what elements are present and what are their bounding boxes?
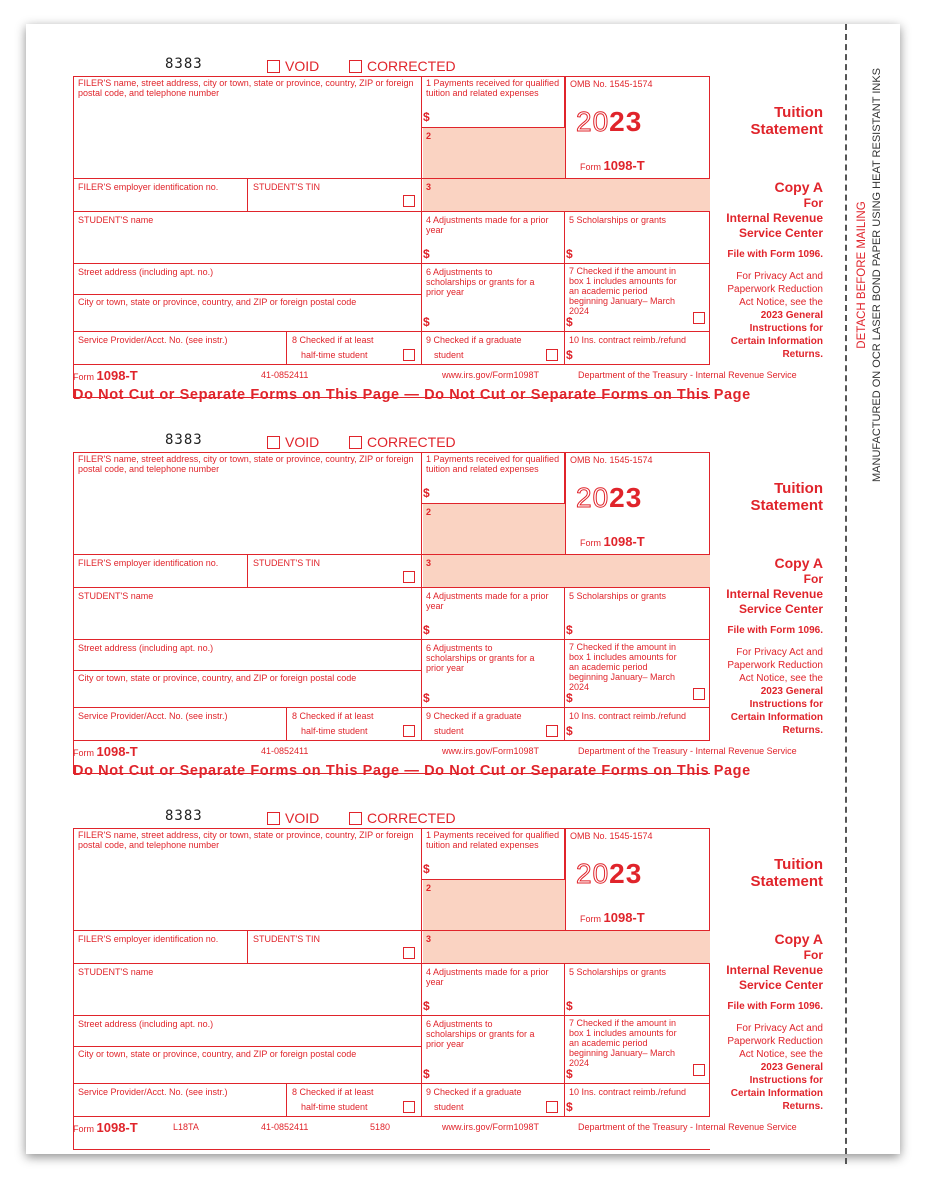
dollar-sign: $: [566, 315, 573, 329]
void-option[interactable]: [267, 434, 319, 450]
filer-name-field[interactable]: [73, 828, 422, 930]
box2-label: 2: [426, 507, 432, 517]
box1-payments[interactable]: [422, 452, 565, 504]
file-with-notice: File with Form 1096.: [727, 1001, 823, 1012]
tin-checkbox[interactable]: [403, 571, 415, 583]
file-with-notice: File with Form 1096.: [727, 625, 823, 636]
side-margin-text: [855, 40, 891, 510]
dollar-sign: $: [566, 1100, 573, 1114]
box9-label: 9 Checked if a graduate: [426, 1087, 522, 1097]
filer-ein-label: FILER'S employer identification no.: [78, 182, 219, 192]
box2-label: 2: [426, 131, 432, 141]
service-provider-field[interactable]: [73, 331, 287, 364]
box3-shaded: [423, 555, 710, 587]
box9-graduate[interactable]: [422, 331, 565, 364]
title-line2: Statement: [750, 121, 823, 138]
box4-label: 4 Adjustments made for a prior year: [426, 591, 549, 611]
tin-checkbox[interactable]: [403, 195, 415, 207]
privacy-line: Returns.: [782, 1101, 823, 1112]
form-header: [73, 432, 823, 450]
perforation-line: [845, 24, 847, 1164]
box1-label: 1 Payments received for qualified tuition and related expenses: [426, 830, 560, 850]
student-tin-field[interactable]: [248, 554, 422, 587]
box9-checkbox[interactable]: [546, 349, 558, 361]
footer-form: [73, 368, 138, 383]
city-field[interactable]: [73, 671, 422, 707]
void-label: VOID: [285, 810, 320, 826]
copy-for: For: [803, 948, 823, 962]
box9-label: 9 Checked if a graduate: [426, 335, 522, 345]
footer-url[interactable]: www.irs.gov/Form1098T: [442, 1122, 540, 1132]
privacy-notice: [726, 646, 823, 737]
year-prefix: 20: [576, 482, 610, 513]
file-with-notice: File with Form 1096.: [727, 249, 823, 260]
box5-scholarships[interactable]: [565, 587, 710, 639]
divider: [73, 1116, 710, 1117]
box9-label: 9 Checked if a graduate: [426, 711, 522, 721]
box7-checked[interactable]: [565, 639, 710, 707]
service-label: Service Provider/Acct. No. (see instr.): [78, 711, 228, 721]
privacy-line: Returns.: [782, 725, 823, 736]
box8-label2: half-time student: [301, 350, 368, 360]
footer-dept: Department of the Treasury - Internal Revenue Service: [578, 370, 797, 380]
privacy-line: Paperwork Reduction: [727, 284, 823, 295]
filer-ein-field[interactable]: [73, 554, 248, 587]
corrected-label: CORRECTED: [367, 434, 456, 450]
omb-year-box: [566, 828, 710, 930]
footer-cat: 5180: [370, 1122, 391, 1132]
box3-label: 3: [426, 934, 432, 944]
dollar-sign: $: [566, 348, 573, 362]
copy-label: Copy A: [774, 931, 823, 947]
box7-checkbox[interactable]: [693, 312, 705, 324]
box5-label: 5 Scholarships or grants: [569, 967, 667, 977]
copy-irs1: Internal Revenue: [726, 963, 823, 977]
box10-refund[interactable]: [565, 707, 710, 740]
filer-name-field[interactable]: [73, 452, 422, 554]
footer-form-number: 1098-T: [96, 744, 138, 759]
service-label: Service Provider/Acct. No. (see instr.): [78, 1087, 228, 1097]
box4-label: 4 Adjustments made for a prior year: [426, 967, 549, 987]
city-label: City or town, state or province, country, and ZIP or foreign postal code: [78, 297, 357, 307]
form-1098t: [73, 808, 823, 1168]
filer-ein-field[interactable]: [73, 930, 248, 963]
form-title: [750, 104, 823, 138]
year-suffix: 23: [609, 858, 643, 889]
privacy-line: Act Notice, see the: [739, 673, 823, 684]
form-1098t: [73, 432, 823, 792]
year-prefix: 20: [576, 106, 610, 137]
box3-label: 3: [426, 182, 432, 192]
void-label: VOID: [285, 58, 320, 74]
box2-shaded: [423, 880, 565, 930]
copy-for: For: [803, 196, 823, 210]
box9-graduate[interactable]: [422, 707, 565, 740]
omb-year-box: [566, 452, 710, 554]
street-address-field[interactable]: [73, 263, 422, 295]
dollar-sign: $: [566, 247, 573, 261]
footer-ein: 41-0852411: [261, 370, 309, 380]
omb-number: OMB No. 1545-1574: [570, 455, 653, 465]
box3-shaded: [423, 931, 710, 963]
privacy-line: Certain Information: [730, 336, 823, 347]
privacy-line: For Privacy Act and: [736, 647, 823, 658]
privacy-line: For Privacy Act and: [736, 271, 823, 282]
student-name-label: STUDENT'S name: [78, 967, 154, 977]
privacy-line: 2023 General: [760, 1062, 823, 1073]
box1-label: 1 Payments received for qualified tuition and related expenses: [426, 454, 560, 474]
dollar-sign: $: [423, 315, 430, 329]
copy-irs2: Service Center: [738, 602, 823, 616]
box4-label: 4 Adjustments made for a prior year: [426, 215, 549, 235]
student-name-field[interactable]: [73, 587, 422, 639]
box8-label2: half-time student: [301, 726, 368, 736]
void-option[interactable]: [267, 810, 319, 826]
dollar-sign: $: [423, 486, 430, 500]
void-checkbox[interactable]: [267, 60, 280, 73]
dollar-sign: $: [566, 999, 573, 1013]
omb-number: OMB No. 1545-1574: [570, 79, 653, 89]
box8-label2: half-time student: [301, 1102, 368, 1112]
box6-adjustments[interactable]: [422, 1015, 565, 1083]
box9-label2: student: [434, 1102, 464, 1112]
title-line1: Tuition: [774, 856, 823, 873]
service-provider-field[interactable]: [73, 707, 287, 740]
dollar-sign: $: [566, 691, 573, 705]
footer-form: [73, 744, 138, 759]
box1-payments[interactable]: [422, 76, 565, 128]
box7-checkbox[interactable]: [693, 688, 705, 700]
footer-form-number: 1098-T: [96, 1120, 138, 1135]
form-number: 1098-T: [603, 910, 645, 925]
dollar-sign: $: [566, 1067, 573, 1081]
box4-adjustments[interactable]: [422, 963, 565, 1015]
form-1098t: [73, 56, 823, 416]
title-line1: Tuition: [774, 480, 823, 497]
dollar-sign: $: [566, 623, 573, 637]
void-checkbox[interactable]: [267, 812, 280, 825]
corrected-checkbox[interactable]: [349, 436, 362, 449]
box6-adjustments[interactable]: [422, 263, 565, 331]
box10-refund[interactable]: [565, 331, 710, 364]
box2-shaded: [423, 128, 565, 178]
street-label: Street address (including apt. no.): [78, 267, 214, 277]
street-label: Street address (including apt. no.): [78, 643, 214, 653]
service-provider-field[interactable]: [73, 1083, 287, 1116]
form-footer: [73, 370, 823, 384]
form-header: [73, 56, 823, 74]
box9-checkbox[interactable]: [546, 1101, 558, 1113]
privacy-line: Certain Information: [730, 1088, 823, 1099]
privacy-line: Returns.: [782, 349, 823, 360]
filer-name-label: FILER'S name, street address, city or town, state or province, country, ZIP or foreign postal code, and telephone number: [78, 78, 414, 98]
student-name-field[interactable]: [73, 211, 422, 263]
corrected-checkbox[interactable]: [349, 60, 362, 73]
filer-name-label: FILER'S name, street address, city or town, state or province, country, ZIP or foreign postal code, and telephone number: [78, 830, 414, 850]
footer-url[interactable]: www.irs.gov/Form1098T: [442, 746, 540, 756]
corrected-label: CORRECTED: [367, 58, 456, 74]
privacy-line: Act Notice, see the: [739, 1049, 823, 1060]
privacy-line: 2023 General: [760, 310, 823, 321]
footer-form: [73, 1120, 138, 1135]
form-footer: [73, 1122, 823, 1136]
do-not-cut-warning: Do Not Cut or Separate Forms on This Page — Do Not Cut or Separate Forms on This Page: [73, 763, 751, 779]
student-tin-label: STUDENT'S TIN: [253, 934, 321, 944]
box8-label: 8 Checked if at least: [292, 1087, 374, 1097]
box8-checkbox[interactable]: [403, 725, 415, 737]
form-number: 1098-T: [603, 158, 645, 173]
year-suffix: 23: [609, 106, 643, 137]
year-suffix: 23: [609, 482, 643, 513]
privacy-line: Instructions for: [749, 1075, 823, 1086]
box9-label2: student: [434, 350, 464, 360]
corrected-checkbox[interactable]: [349, 812, 362, 825]
box8-checkbox[interactable]: [403, 1101, 415, 1113]
footer-form-word: Form: [73, 1124, 94, 1134]
city-field[interactable]: [73, 1047, 422, 1083]
privacy-line: Instructions for: [749, 699, 823, 710]
city-field[interactable]: [73, 295, 422, 331]
form-title: [750, 480, 823, 514]
privacy-line: 2023 General: [760, 686, 823, 697]
footer-url[interactable]: www.irs.gov/Form1098T: [442, 370, 540, 380]
divider: [73, 364, 710, 365]
box4-adjustments[interactable]: [422, 587, 565, 639]
box8-label: 8 Checked if at least: [292, 335, 374, 345]
divider: [73, 740, 710, 741]
copy-a-notice: [726, 554, 823, 737]
void-option[interactable]: [267, 58, 319, 74]
tax-year: [576, 106, 642, 138]
form-code: 8383: [165, 808, 203, 824]
form-code: 8383: [165, 432, 203, 448]
city-label: City or town, state or province, country, and ZIP or foreign postal code: [78, 673, 357, 683]
filer-ein-label: FILER'S employer identification no.: [78, 558, 219, 568]
dollar-sign: $: [423, 862, 430, 876]
form-name: [580, 534, 645, 549]
box9-checkbox[interactable]: [546, 725, 558, 737]
footer-form-number: 1098-T: [96, 368, 138, 383]
footer-ein: 41-0852411: [261, 1122, 309, 1132]
box7-label: 7 Checked if the amount in box 1 includes amounts for an academic period beginning January– March 2024: [569, 1018, 677, 1068]
filer-ein-label: FILER'S employer identification no.: [78, 934, 219, 944]
corrected-option[interactable]: [349, 434, 456, 450]
privacy-notice: [726, 270, 823, 361]
student-tin-field[interactable]: [248, 178, 422, 211]
box7-label: 7 Checked if the amount in box 1 includes amounts for an academic period beginning January– March 2024: [569, 642, 677, 692]
box3-label: 3: [426, 558, 432, 568]
form-title: [750, 856, 823, 890]
footer-code: L18TA: [173, 1122, 199, 1132]
form-footer: [73, 746, 823, 760]
box10-label: 10 Ins. contract reimb./refund: [569, 1087, 687, 1097]
dollar-sign: $: [566, 724, 573, 738]
box5-label: 5 Scholarships or grants: [569, 591, 667, 601]
tax-year: [576, 858, 642, 890]
footer-dept: Department of the Treasury - Internal Revenue Service: [578, 1122, 797, 1132]
omb-year-box: [566, 76, 710, 178]
paper-notice: MANUFACTURED ON OCR LASER BOND PAPER USING HEAT RESISTANT INKS: [871, 68, 883, 482]
box8-halftime[interactable]: [287, 1083, 422, 1116]
dollar-sign: $: [423, 691, 430, 705]
box9-label2: student: [434, 726, 464, 736]
privacy-line: For Privacy Act and: [736, 1023, 823, 1034]
street-label: Street address (including apt. no.): [78, 1019, 214, 1029]
box6-label: 6 Adjustments to scholarships or grants for a prior year: [426, 643, 535, 673]
copy-irs1: Internal Revenue: [726, 211, 823, 225]
footer-form-word: Form: [73, 372, 94, 382]
form-number: 1098-T: [603, 534, 645, 549]
copy-a-notice: [726, 930, 823, 1113]
form-header: [73, 808, 823, 826]
title-line1: Tuition: [774, 104, 823, 121]
form-word: Form: [580, 162, 601, 172]
form-word: Form: [580, 538, 601, 548]
title-line2: Statement: [750, 497, 823, 514]
box3-shaded: [423, 179, 710, 211]
street-address-field[interactable]: [73, 639, 422, 671]
form-name: [580, 910, 645, 925]
form-name: [580, 158, 645, 173]
footer-dept: Department of the Treasury - Internal Revenue Service: [578, 746, 797, 756]
privacy-line: Paperwork Reduction: [727, 1036, 823, 1047]
box2-label: 2: [426, 883, 432, 893]
copy-label: Copy A: [774, 179, 823, 195]
year-prefix: 20: [576, 858, 610, 889]
box7-checked[interactable]: [565, 263, 710, 331]
corrected-option[interactable]: [349, 810, 456, 826]
student-tin-field[interactable]: [248, 930, 422, 963]
void-checkbox[interactable]: [267, 436, 280, 449]
box8-checkbox[interactable]: [403, 349, 415, 361]
box10-label: 10 Ins. contract reimb./refund: [569, 335, 687, 345]
student-tin-label: STUDENT'S TIN: [253, 558, 321, 568]
box8-halftime[interactable]: [287, 707, 422, 740]
box7-label: 7 Checked if the amount in box 1 includes amounts for an academic period beginning January– March 2024: [569, 266, 677, 316]
copy-irs2: Service Center: [738, 226, 823, 240]
box2-shaded: [423, 504, 565, 554]
street-address-field[interactable]: [73, 1015, 422, 1047]
footer-ein: 41-0852411: [261, 746, 309, 756]
student-tin-label: STUDENT'S TIN: [253, 182, 321, 192]
privacy-line: Certain Information: [730, 712, 823, 723]
box4-adjustments[interactable]: [422, 211, 565, 263]
filer-ein-field[interactable]: [73, 178, 248, 211]
copy-irs2: Service Center: [738, 978, 823, 992]
box7-checkbox[interactable]: [693, 1064, 705, 1076]
filer-name-label: FILER'S name, street address, city or town, state or province, country, ZIP or foreign postal code, and telephone number: [78, 454, 414, 474]
form-code: 8383: [165, 56, 203, 72]
box6-adjustments[interactable]: [422, 639, 565, 707]
filer-name-field[interactable]: [73, 76, 422, 178]
void-label: VOID: [285, 434, 320, 450]
footer-form-word: Form: [73, 748, 94, 758]
copy-a-notice: [726, 178, 823, 361]
dollar-sign: $: [423, 1067, 430, 1081]
omb-number: OMB No. 1545-1574: [570, 831, 653, 841]
do-not-cut-warning: Do Not Cut or Separate Forms on This Page — Do Not Cut or Separate Forms on This Page: [73, 387, 751, 403]
box7-checked[interactable]: [565, 1015, 710, 1083]
student-name-field[interactable]: [73, 963, 422, 1015]
box9-graduate[interactable]: [422, 1083, 565, 1116]
box6-label: 6 Adjustments to scholarships or grants for a prior year: [426, 267, 535, 297]
box6-label: 6 Adjustments to scholarships or grants for a prior year: [426, 1019, 535, 1049]
copy-for: For: [803, 572, 823, 586]
privacy-line: Instructions for: [749, 323, 823, 334]
box5-scholarships[interactable]: [565, 963, 710, 1015]
student-name-label: STUDENT'S name: [78, 591, 154, 601]
box8-label: 8 Checked if at least: [292, 711, 374, 721]
privacy-notice: [726, 1022, 823, 1113]
copy-label: Copy A: [774, 555, 823, 571]
corrected-option[interactable]: [349, 58, 456, 74]
box5-label: 5 Scholarships or grants: [569, 215, 667, 225]
tax-year: [576, 482, 642, 514]
box10-label: 10 Ins. contract reimb./refund: [569, 711, 687, 721]
corrected-label: CORRECTED: [367, 810, 456, 826]
service-label: Service Provider/Acct. No. (see instr.): [78, 335, 228, 345]
box10-refund[interactable]: [565, 1083, 710, 1116]
student-name-label: STUDENT'S name: [78, 215, 154, 225]
city-label: City or town, state or province, country, and ZIP or foreign postal code: [78, 1049, 357, 1059]
dollar-sign: $: [423, 247, 430, 261]
form-word: Form: [580, 914, 601, 924]
dollar-sign: $: [423, 110, 430, 124]
copy-irs1: Internal Revenue: [726, 587, 823, 601]
tin-checkbox[interactable]: [403, 947, 415, 959]
dollar-sign: $: [423, 999, 430, 1013]
dollar-sign: $: [423, 623, 430, 637]
privacy-line: Paperwork Reduction: [727, 660, 823, 671]
box1-payments[interactable]: [422, 828, 565, 880]
title-line2: Statement: [750, 873, 823, 890]
box5-scholarships[interactable]: [565, 211, 710, 263]
box8-halftime[interactable]: [287, 331, 422, 364]
box1-label: 1 Payments received for qualified tuition and related expenses: [426, 78, 560, 98]
privacy-line: Act Notice, see the: [739, 297, 823, 308]
detach-notice: DETACH BEFORE MAILING: [856, 201, 868, 349]
